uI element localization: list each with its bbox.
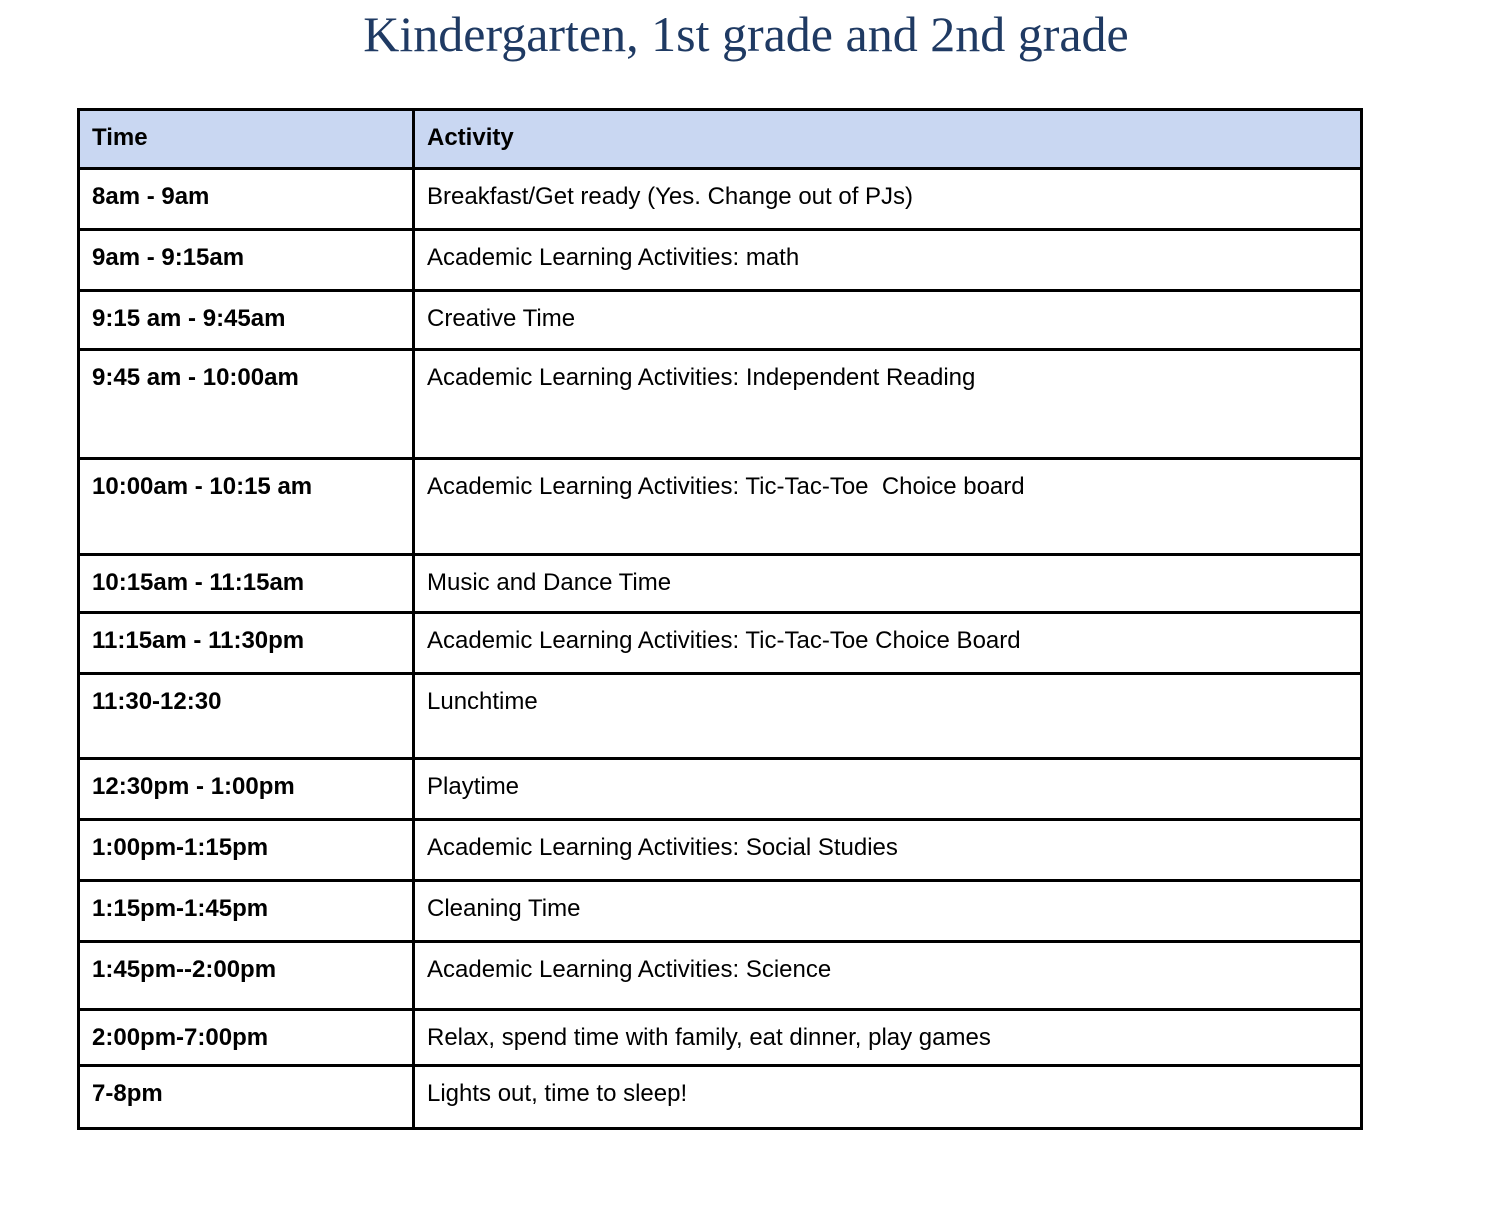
table-row <box>79 169 1362 230</box>
table-row <box>79 291 1362 350</box>
time-cell: 11:15am - 11:30pm <box>79 613 414 674</box>
time-cell: 11:30-12:30 <box>79 674 414 759</box>
table-row <box>79 674 1362 759</box>
activity-cell: Playtime <box>414 759 1362 820</box>
activity-cell: Breakfast/Get ready (Yes. Change out of PJs) <box>414 169 1362 230</box>
table-row <box>79 1066 1362 1129</box>
activity-cell: Cleaning Time <box>414 881 1362 942</box>
schedule-table-body <box>79 169 1362 1129</box>
table-row <box>79 555 1362 613</box>
table-row <box>79 350 1362 459</box>
activity-cell: Creative Time <box>414 291 1362 350</box>
activity-cell: Lights out, time to sleep! <box>414 1066 1362 1129</box>
time-cell: 9:15 am - 9:45am <box>79 291 414 350</box>
time-cell: 1:45pm--2:00pm <box>79 942 414 1010</box>
time-cell: 1:15pm-1:45pm <box>79 881 414 942</box>
table-header-row <box>79 110 1362 169</box>
activity-cell: Lunchtime <box>414 674 1362 759</box>
time-cell: 9am - 9:15am <box>79 230 414 291</box>
page-title: Kindergarten, 1st grade and 2nd grade <box>363 6 1129 62</box>
activity-cell: Music and Dance Time <box>414 555 1362 613</box>
table-row <box>79 613 1362 674</box>
column-header-time: Time <box>79 110 414 169</box>
time-cell: 9:45 am - 10:00am <box>79 350 414 459</box>
activity-cell: Academic Learning Activities: Tic-Tac-Toe Choice Board <box>414 613 1362 674</box>
time-cell: 10:15am - 11:15am <box>79 555 414 613</box>
activity-cell: Academic Learning Activities: Science <box>414 942 1362 1010</box>
time-cell: 12:30pm - 1:00pm <box>79 759 414 820</box>
activity-cell: Relax, spend time with family, eat dinner, play games <box>414 1010 1362 1066</box>
activity-cell: Academic Learning Activities: Social Studies <box>414 820 1362 881</box>
time-cell: 2:00pm-7:00pm <box>79 1010 414 1066</box>
activity-cell: Academic Learning Activities: Independent Reading <box>414 350 1362 459</box>
time-cell: 8am - 9am <box>79 169 414 230</box>
column-header-activity: Activity <box>414 110 1362 169</box>
table-row <box>79 820 1362 881</box>
time-cell: 10:00am - 10:15 am <box>79 459 414 555</box>
table-row <box>79 881 1362 942</box>
table-row <box>79 759 1362 820</box>
table-row <box>79 459 1362 555</box>
time-cell: 1:00pm-1:15pm <box>79 820 414 881</box>
activity-cell: Academic Learning Activities: math <box>414 230 1362 291</box>
table-row <box>79 230 1362 291</box>
schedule-table <box>77 108 1363 1130</box>
activity-cell: Academic Learning Activities: Tic-Tac-Toe Choice board <box>414 459 1362 555</box>
table-row <box>79 1010 1362 1066</box>
table-row <box>79 942 1362 1010</box>
time-cell: 7-8pm <box>79 1066 414 1129</box>
